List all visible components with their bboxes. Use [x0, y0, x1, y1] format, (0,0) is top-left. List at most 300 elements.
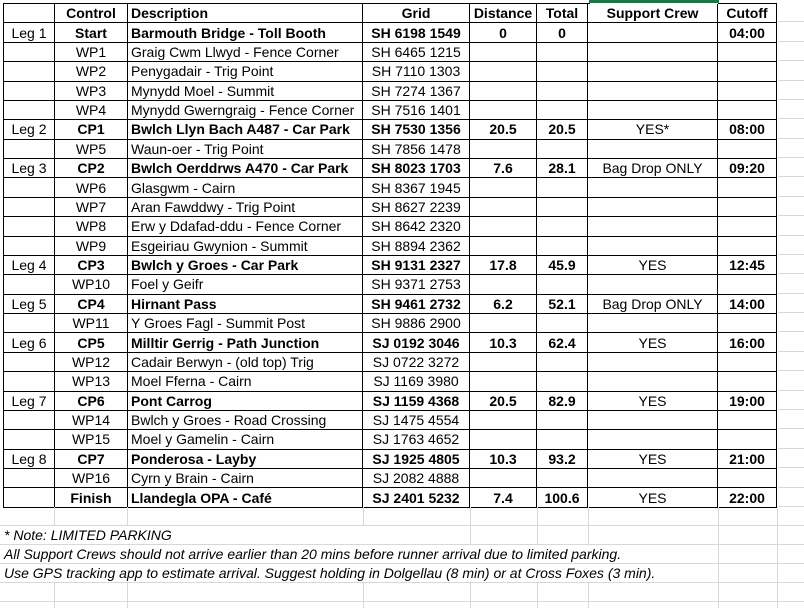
leg-cell[interactable]: Leg 1	[4, 23, 55, 42]
distance-cell[interactable]: 10.3	[470, 449, 537, 468]
gridline	[718, 545, 719, 564]
table-row	[4, 139, 777, 158]
description-cell[interactable]: Bwlch Llyn Bach A487 - Car Park	[128, 120, 363, 139]
support-cell[interactable]	[588, 81, 718, 100]
grid-cell[interactable]: SH 7516 1401	[363, 100, 470, 119]
distance-cell[interactable]: 0	[470, 23, 537, 42]
gridline	[0, 601, 804, 602]
table-row	[4, 410, 777, 429]
gridline	[470, 583, 471, 602]
support-cell[interactable]	[588, 217, 718, 236]
header-row	[4, 4, 777, 23]
leg-cell[interactable]	[4, 469, 55, 488]
route-table	[3, 3, 777, 508]
distance-cell[interactable]	[470, 372, 537, 391]
gridline	[778, 235, 804, 236]
total-cell[interactable]	[537, 100, 588, 119]
gridline	[777, 507, 778, 526]
gridline	[778, 331, 804, 332]
description-cell[interactable]: Hirnant Pass	[128, 294, 363, 313]
gridline	[778, 448, 804, 449]
distance-cell[interactable]	[470, 62, 537, 81]
gridline	[778, 215, 804, 216]
grid-cell[interactable]: SJ 1925 4805	[363, 449, 470, 468]
description-cell[interactable]: Ponderosa - Layby	[128, 449, 363, 468]
control-cell[interactable]: CP3	[55, 255, 128, 274]
control-cell[interactable]: Start	[55, 23, 128, 42]
support-cell[interactable]	[588, 352, 718, 371]
description-cell[interactable]: Erw y Ddafad-ddu - Fence Corner	[128, 217, 363, 236]
cutoff-cell[interactable]: 22:00	[718, 488, 777, 507]
control-cell[interactable]: WP11	[55, 314, 128, 333]
grid-cell[interactable]: SH 6198 1549	[363, 23, 470, 42]
leg-cell[interactable]: Leg 6	[4, 333, 55, 352]
total-cell[interactable]	[537, 236, 588, 255]
support-cell[interactable]	[588, 372, 718, 391]
cutoff-cell[interactable]	[718, 42, 777, 61]
table-row	[4, 120, 777, 139]
leg-cell[interactable]	[4, 275, 55, 294]
cutoff-cell[interactable]: 08:00	[718, 120, 777, 139]
gridline	[537, 507, 538, 526]
cutoff-cell[interactable]: 21:00	[718, 449, 777, 468]
cutoff-cell[interactable]: 04:00	[718, 23, 777, 42]
col-header-support[interactable]: Support Crew	[588, 4, 718, 23]
control-cell[interactable]: WP13	[55, 372, 128, 391]
gridline	[778, 273, 804, 274]
support-cell[interactable]	[588, 410, 718, 429]
cutoff-cell[interactable]	[718, 178, 777, 197]
table-row	[4, 449, 777, 468]
description-cell[interactable]: Glasgwm - Cairn	[128, 178, 363, 197]
gridline	[537, 602, 538, 608]
cutoff-cell[interactable]	[718, 410, 777, 429]
table-row	[4, 236, 777, 255]
leg-cell[interactable]	[4, 410, 55, 429]
leg-cell[interactable]	[4, 178, 55, 197]
leg-cell[interactable]: Leg 2	[4, 120, 55, 139]
grid-cell[interactable]: SH 7530 1356	[363, 120, 470, 139]
gridline	[777, 526, 778, 545]
grid-cell[interactable]: SJ 0192 3046	[363, 333, 470, 352]
control-cell[interactable]: CP1	[55, 120, 128, 139]
cutoff-cell[interactable]	[718, 372, 777, 391]
description-cell[interactable]: Y Groes Fagl - Summit Post	[128, 314, 363, 333]
total-cell[interactable]	[537, 430, 588, 449]
control-cell[interactable]: WP3	[55, 81, 128, 100]
gridline	[778, 157, 804, 158]
gridline	[588, 507, 589, 526]
description-cell[interactable]: Milltir Gerrig - Path Junction	[128, 333, 363, 352]
col-header-total[interactable]: Total	[537, 4, 588, 23]
gridline	[470, 526, 471, 545]
grid-cell[interactable]: SH 8367 1945	[363, 178, 470, 197]
grid-cell[interactable]: SH 7856 1478	[363, 139, 470, 158]
cutoff-cell[interactable]	[718, 352, 777, 371]
table-row	[4, 197, 777, 216]
gridline	[537, 526, 538, 545]
support-cell[interactable]	[588, 62, 718, 81]
table-row	[4, 294, 777, 313]
support-cell[interactable]	[588, 430, 718, 449]
gridline	[778, 467, 804, 468]
gridline	[588, 526, 589, 545]
control-cell[interactable]: WP10	[55, 275, 128, 294]
gridline	[778, 176, 804, 177]
support-cell[interactable]: YES	[588, 488, 718, 507]
leg-cell[interactable]	[4, 139, 55, 158]
table-row	[4, 488, 777, 507]
table-row	[4, 23, 777, 42]
leg-cell[interactable]: Leg 8	[4, 449, 55, 468]
grid-cell[interactable]: SH 8642 2320	[363, 217, 470, 236]
grid-cell[interactable]: SH 7274 1367	[363, 81, 470, 100]
gridline	[778, 351, 804, 352]
description-cell[interactable]: Cyrn y Brain - Cairn	[128, 469, 363, 488]
table-row	[4, 391, 777, 410]
total-cell[interactable]: 28.1	[537, 159, 588, 178]
leg-cell[interactable]	[4, 42, 55, 61]
support-cell[interactable]	[588, 178, 718, 197]
cutoff-cell[interactable]	[718, 314, 777, 333]
distance-cell[interactable]	[470, 197, 537, 216]
gridline	[777, 602, 778, 608]
control-cell[interactable]: CP6	[55, 391, 128, 410]
description-cell[interactable]: Moel y Gamelin - Cairn	[128, 430, 363, 449]
gridline	[778, 312, 804, 313]
total-cell[interactable]	[537, 178, 588, 197]
support-cell[interactable]	[588, 139, 718, 158]
total-cell[interactable]	[537, 217, 588, 236]
leg-cell[interactable]	[4, 62, 55, 81]
cutoff-cell[interactable]	[718, 100, 777, 119]
cutoff-cell[interactable]	[718, 197, 777, 216]
leg-cell[interactable]	[4, 197, 55, 216]
leg-cell[interactable]	[4, 430, 55, 449]
cutoff-cell[interactable]: 09:20	[718, 159, 777, 178]
col-header-distance[interactable]: Distance	[470, 4, 537, 23]
grid-cell[interactable]: SH 9461 2732	[363, 294, 470, 313]
grid-cell[interactable]: SH 6465 1215	[363, 42, 470, 61]
description-cell[interactable]: Moel Fferna - Cairn	[128, 372, 363, 391]
distance-cell[interactable]: 20.5	[470, 120, 537, 139]
gridline	[470, 602, 471, 608]
grid-cell[interactable]: SH 9371 2753	[363, 275, 470, 294]
gridline	[778, 370, 804, 371]
distance-cell[interactable]: 6.2	[470, 294, 537, 313]
total-cell[interactable]	[537, 469, 588, 488]
leg-cell[interactable]	[4, 100, 55, 119]
description-cell[interactable]: Bwlch Oerddrws A470 - Car Park	[128, 159, 363, 178]
total-cell[interactable]	[537, 410, 588, 429]
grid-cell[interactable]: SH 8627 2239	[363, 197, 470, 216]
distance-cell[interactable]	[470, 217, 537, 236]
gridline	[718, 602, 719, 608]
table-row	[4, 469, 777, 488]
leg-cell[interactable]	[4, 236, 55, 255]
gridline	[778, 21, 804, 22]
gridline	[588, 602, 589, 608]
leg-cell[interactable]	[4, 81, 55, 100]
support-cell[interactable]: YES	[588, 255, 718, 274]
distance-cell[interactable]: 17.8	[470, 255, 537, 274]
total-cell[interactable]	[537, 62, 588, 81]
leg-cell[interactable]: Leg 4	[4, 255, 55, 274]
distance-cell[interactable]	[470, 314, 537, 333]
cutoff-cell[interactable]	[718, 217, 777, 236]
control-cell[interactable]: WP2	[55, 62, 128, 81]
total-cell[interactable]: 45.9	[537, 255, 588, 274]
grid-cell[interactable]: SH 9131 2327	[363, 255, 470, 274]
control-cell[interactable]: WP5	[55, 139, 128, 158]
support-cell[interactable]: Bag Drop ONLY	[588, 159, 718, 178]
gridline	[778, 196, 804, 197]
table-row	[4, 352, 777, 371]
control-cell[interactable]: CP4	[55, 294, 128, 313]
cutoff-cell[interactable]: 12:45	[718, 255, 777, 274]
col-header-description[interactable]: Description	[128, 4, 363, 23]
control-cell[interactable]: CP5	[55, 333, 128, 352]
table-row	[4, 42, 777, 61]
leg-cell[interactable]	[4, 217, 55, 236]
leg-cell[interactable]	[4, 488, 55, 507]
table-row	[4, 333, 777, 352]
total-cell[interactable]: 62.4	[537, 333, 588, 352]
support-cell[interactable]	[588, 469, 718, 488]
distance-cell[interactable]	[470, 469, 537, 488]
total-cell[interactable]	[537, 81, 588, 100]
table-row	[4, 430, 777, 449]
control-cell[interactable]: WP15	[55, 430, 128, 449]
selection-border-mask	[590, 3, 718, 4]
sheet-gridlines-right	[778, 3, 804, 507]
cutoff-cell[interactable]	[718, 430, 777, 449]
distance-cell[interactable]: 7.4	[470, 488, 537, 507]
table-row	[4, 62, 777, 81]
grid-cell[interactable]: SJ 0722 3272	[363, 352, 470, 371]
control-cell[interactable]: WP16	[55, 469, 128, 488]
total-cell[interactable]: 100.6	[537, 488, 588, 507]
distance-cell[interactable]: 10.3	[470, 333, 537, 352]
total-cell[interactable]: 93.2	[537, 449, 588, 468]
distance-cell[interactable]	[470, 410, 537, 429]
route-table-header	[4, 4, 777, 23]
support-cell[interactable]: YES	[588, 391, 718, 410]
distance-cell[interactable]	[470, 430, 537, 449]
gridline	[470, 507, 471, 526]
cutoff-cell[interactable]	[718, 139, 777, 158]
support-cell[interactable]	[588, 314, 718, 333]
support-cell[interactable]	[588, 236, 718, 255]
grid-cell[interactable]: SH 7110 1303	[363, 62, 470, 81]
gridline	[778, 99, 804, 100]
gridline	[127, 583, 128, 602]
control-cell[interactable]: CP2	[55, 159, 128, 178]
gridline	[537, 583, 538, 602]
gridline	[778, 41, 804, 42]
support-cell[interactable]	[588, 23, 718, 42]
description-cell[interactable]: Pont Carrog	[128, 391, 363, 410]
distance-cell[interactable]	[470, 352, 537, 371]
gridline	[778, 409, 804, 410]
leg-cell[interactable]: Leg 5	[4, 294, 55, 313]
gridline	[778, 428, 804, 429]
note-gps-tracking[interactable]: Use GPS tracking app to estimate arrival. Suggest holding in Dolgellau (8 min) or at Cross Foxes (3 min).	[4, 565, 656, 581]
control-cell[interactable]: WP12	[55, 352, 128, 371]
gridline	[778, 487, 804, 488]
gridline	[718, 583, 719, 602]
sheet-bottom-area	[0, 507, 804, 608]
grid-cell[interactable]: SJ 2401 5232	[363, 488, 470, 507]
total-cell[interactable]	[537, 42, 588, 61]
table-row	[4, 314, 777, 333]
distance-cell[interactable]	[470, 81, 537, 100]
distance-cell[interactable]	[470, 139, 537, 158]
gridline	[363, 583, 364, 602]
col-header-control[interactable]: Control	[55, 4, 128, 23]
description-cell[interactable]: Penygadair - Trig Point	[128, 62, 363, 81]
cutoff-cell[interactable]: 19:00	[718, 391, 777, 410]
note-limited-parking[interactable]: * Note: LIMITED PARKING	[4, 527, 172, 543]
control-cell[interactable]: WP8	[55, 217, 128, 236]
cutoff-cell[interactable]	[718, 236, 777, 255]
distance-cell[interactable]	[470, 100, 537, 119]
cutoff-cell[interactable]	[718, 81, 777, 100]
cutoff-cell[interactable]	[718, 275, 777, 294]
gridline	[777, 545, 778, 564]
description-cell[interactable]: Bwlch y Groes - Road Crossing	[128, 410, 363, 429]
gridline	[777, 564, 778, 583]
description-cell[interactable]: Foel y Geifr	[128, 275, 363, 294]
support-cell[interactable]	[588, 275, 718, 294]
gridline	[778, 118, 804, 119]
control-cell[interactable]: WP9	[55, 236, 128, 255]
gridline	[778, 80, 804, 81]
support-cell[interactable]: YES	[588, 449, 718, 468]
cutoff-cell[interactable]	[718, 469, 777, 488]
table-row	[4, 178, 777, 197]
total-cell[interactable]: 52.1	[537, 294, 588, 313]
total-cell[interactable]: 0	[537, 23, 588, 42]
route-table-body	[4, 23, 777, 507]
distance-cell[interactable]: 7.6	[470, 159, 537, 178]
description-cell[interactable]: Llandegla OPA - Café	[128, 488, 363, 507]
gridline	[777, 583, 778, 602]
gridline	[718, 526, 719, 545]
grid-cell[interactable]: SJ 1475 4554	[363, 410, 470, 429]
gridline	[54, 583, 55, 602]
total-cell[interactable]	[537, 372, 588, 391]
grid-cell[interactable]: SJ 2082 4888	[363, 469, 470, 488]
leg-cell[interactable]	[4, 352, 55, 371]
description-cell[interactable]: Mynydd Gwerngraig - Fence Corner	[128, 100, 363, 119]
control-cell[interactable]: Finish	[55, 488, 128, 507]
note-support-crews[interactable]: All Support Crews should not arrive earlier than 20 mins before runner arrival due to limited parking.	[4, 546, 622, 562]
control-cell[interactable]: WP7	[55, 197, 128, 216]
grid-cell[interactable]: SJ 1159 4368	[363, 391, 470, 410]
control-cell[interactable]: WP4	[55, 100, 128, 119]
distance-cell[interactable]	[470, 178, 537, 197]
total-cell[interactable]	[537, 314, 588, 333]
grid-cell[interactable]: SJ 1169 3980	[363, 372, 470, 391]
table-row	[4, 100, 777, 119]
total-cell[interactable]	[537, 197, 588, 216]
leg-cell[interactable]: Leg 7	[4, 391, 55, 410]
distance-cell[interactable]: 20.5	[470, 391, 537, 410]
distance-cell[interactable]	[470, 42, 537, 61]
col-header-grid[interactable]: Grid	[363, 4, 470, 23]
gridline	[588, 583, 589, 602]
gridline	[127, 602, 128, 608]
table-row	[4, 255, 777, 274]
description-cell[interactable]: Barmouth Bridge - Toll Booth	[128, 23, 363, 42]
gridline	[363, 507, 364, 526]
cutoff-cell[interactable]: 14:00	[718, 294, 777, 313]
grid-cell[interactable]: SH 9886 2900	[363, 314, 470, 333]
grid-cell[interactable]: SJ 1763 4652	[363, 430, 470, 449]
gridline	[778, 60, 804, 61]
cutoff-cell[interactable]	[718, 62, 777, 81]
description-cell[interactable]: Waun-oer - Trig Point	[128, 139, 363, 158]
gridline	[54, 507, 55, 526]
table-row	[4, 275, 777, 294]
support-cell[interactable]	[588, 100, 718, 119]
total-cell[interactable]	[537, 275, 588, 294]
leg-cell[interactable]: Leg 3	[4, 159, 55, 178]
control-cell[interactable]: WP1	[55, 42, 128, 61]
support-cell[interactable]	[588, 42, 718, 61]
gridline	[778, 138, 804, 139]
gridline	[778, 254, 804, 255]
support-cell[interactable]: Bag Drop ONLY	[588, 294, 718, 313]
description-cell[interactable]: Esgeiriau Gwynion - Summit	[128, 236, 363, 255]
support-cell[interactable]: YES*	[588, 120, 718, 139]
support-cell[interactable]	[588, 197, 718, 216]
table-row	[4, 81, 777, 100]
distance-cell[interactable]	[470, 236, 537, 255]
cutoff-cell[interactable]: 16:00	[718, 333, 777, 352]
description-cell[interactable]: Mynydd Moel - Summit	[128, 81, 363, 100]
support-cell[interactable]: YES	[588, 333, 718, 352]
description-cell[interactable]: Cadair Berwyn - (old top) Trig	[128, 352, 363, 371]
gridline	[127, 507, 128, 526]
leg-cell[interactable]	[4, 314, 55, 333]
grid-cell[interactable]: SH 8894 2362	[363, 236, 470, 255]
total-cell[interactable]: 82.9	[537, 391, 588, 410]
control-cell[interactable]: WP6	[55, 178, 128, 197]
total-cell[interactable]: 20.5	[537, 120, 588, 139]
control-cell[interactable]: WP14	[55, 410, 128, 429]
control-cell[interactable]: CP7	[55, 449, 128, 468]
leg-cell[interactable]	[4, 372, 55, 391]
grid-cell[interactable]: SH 8023 1703	[363, 159, 470, 178]
gridline	[718, 507, 719, 526]
description-cell[interactable]: Bwlch y Groes - Car Park	[128, 255, 363, 274]
table-row	[4, 159, 777, 178]
gridline	[718, 564, 719, 583]
gridline	[778, 390, 804, 391]
description-cell[interactable]: Graig Cwm Llwyd - Fence Corner	[128, 42, 363, 61]
distance-cell[interactable]	[470, 275, 537, 294]
col-header-leg[interactable]	[4, 4, 55, 23]
total-cell[interactable]	[537, 352, 588, 371]
gridline	[54, 602, 55, 608]
total-cell[interactable]	[537, 139, 588, 158]
table-row	[4, 372, 777, 391]
description-cell[interactable]: Aran Fawddwy - Trig Point	[128, 197, 363, 216]
col-header-cutoff[interactable]: Cutoff	[718, 4, 777, 23]
table-row	[4, 217, 777, 236]
